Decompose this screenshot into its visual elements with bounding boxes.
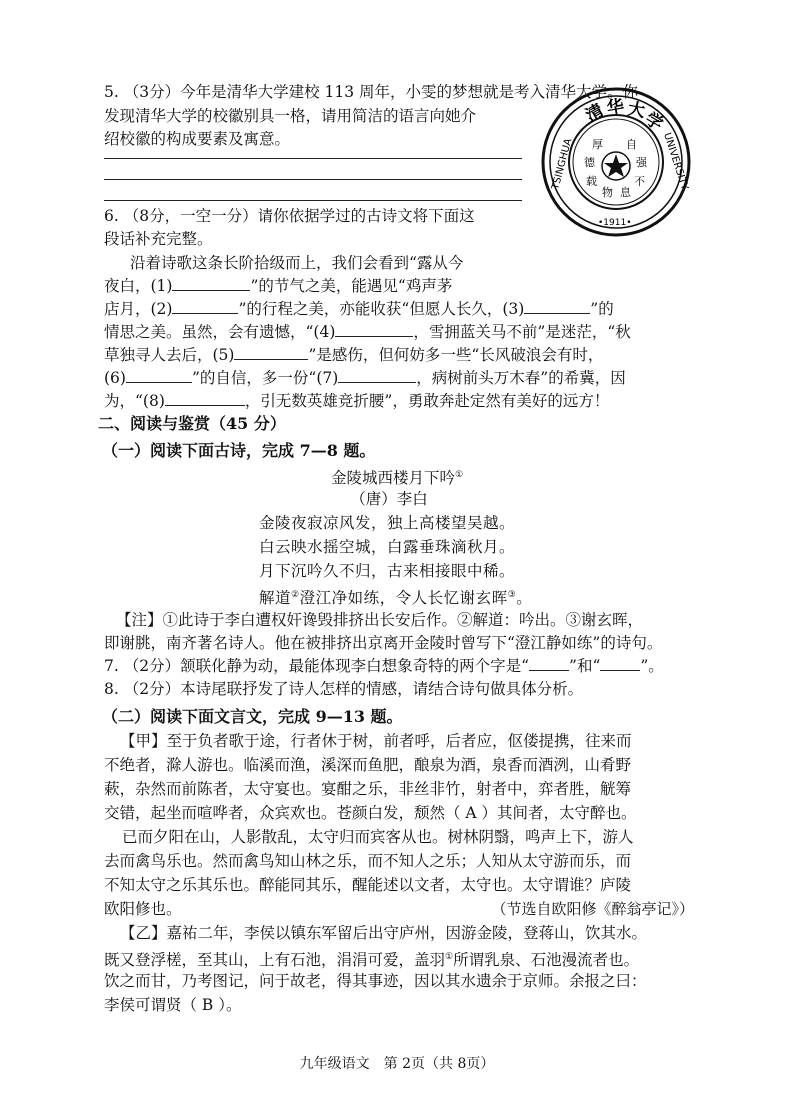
svg-text:自: 自	[626, 138, 637, 151]
fill-blank-6[interactable]	[126, 368, 192, 383]
yi-line-1: 【乙】嘉祐二年，李侯以镇东军留后出守庐州，因游金陵，登蒋山，饮其水。	[120, 924, 648, 942]
jia-line-4: 交错，起坐而喧哗者，众宾欢也。苍颜白发，颓然（ A ）其间者，太守醉也。	[104, 804, 637, 822]
q5-line-3: 绍校徽的构成要素及寓意。	[104, 130, 291, 148]
fill-blank-3[interactable]	[524, 299, 590, 314]
jia-line-2: 不绝者，滁人游也。临溪而渔，溪深而鱼肥，酿泉为酒，泉香而酒洌，山肴野	[104, 756, 632, 774]
svg-text:•1911•: •1911•	[598, 218, 632, 228]
poem-author: （唐）李白	[350, 490, 428, 508]
jia-line-7: 不知太守之乐其乐也。醉能同其乐，醒能述以文者，太守也。太守谓谁？庐陵	[104, 876, 632, 894]
jia-line-1: 【甲】至于负者歌于途，行者休于树，前者呼，后者应，伛偻提携，往来而	[120, 732, 632, 750]
fill-blank-1[interactable]	[172, 276, 250, 291]
poem-notes-line-1: 【注】①此诗于李白遭权奸谗毁排挤出长安后作。②解道：吟出。③谢玄晖，	[116, 611, 644, 629]
part-1-title: （一）阅读下面古诗，完成 7—8 题。	[102, 441, 376, 460]
q8: 8. （2分）本诗尾联抒发了诗人怎样的情感，请结合诗句做具体分析。	[104, 680, 584, 698]
poem-line-2: 白云映水摇空城，白露垂珠滴秋月。	[259, 538, 516, 556]
yi-line-4: 李侯可谓贤（ B ）。	[104, 996, 242, 1014]
answer-line-2	[104, 179, 522, 180]
tsinghua-seal-logo	[540, 86, 692, 238]
fill-blank-4[interactable]	[335, 322, 413, 337]
poem-title: 金陵城西楼月下吟①	[330, 469, 464, 488]
poem-line-4: 解道②澄江净如练，令人长忆谢玄晖③。	[259, 589, 533, 608]
q6-para-4: 情思之美。虽然，会有遗憾，“(4) ，雪拥蓝关马不前”是迷茫，“秋	[104, 323, 631, 341]
q5-line-1: 5. （3分）今年是清华大学建校 113 周年，小雯的梦想就是考入清华大学。你	[104, 83, 639, 101]
yi-line-2: 既又登浮槎，至其山，上有石池，涓涓可爱，盖羽①所谓乳泉、石池漫流者也。	[104, 951, 640, 970]
svg-text:强: 强	[636, 156, 647, 169]
svg-text:大: 大	[626, 99, 647, 122]
part-2-title: （二）阅读下面文言文，完成 9—13 题。	[102, 707, 403, 726]
poem-line-3: 月下沉吟久不归，古来相接眼中稀。	[259, 562, 516, 580]
q6-para-3: 店月，(2) ”的行程之美，亦能收获“但愿人长久，(3) ”的	[104, 300, 614, 318]
svg-text:UNIVERSITY: UNIVERSITY	[661, 131, 690, 192]
q5-line-2: 发现清华大学的校徽别具一格，请用简洁的语言向她介	[104, 107, 477, 125]
svg-text:德: 德	[584, 156, 595, 169]
fill-blank-q7-a[interactable]	[529, 656, 569, 671]
svg-text:清: 清	[582, 100, 608, 127]
fill-blank-8[interactable]	[165, 391, 245, 406]
q6-para-1: 沿着诗歌这条长阶拾级而上，我们会看到“露从今	[130, 254, 464, 272]
fill-blank-2[interactable]	[172, 299, 238, 314]
svg-text:物: 物	[602, 186, 613, 199]
q6-line-1: 6. （8分，一空一分）请你依据学过的古诗文将下面这	[104, 207, 475, 225]
poem-line-1: 金陵夜寂凉风发，独上高楼望吴越。	[259, 514, 516, 532]
poem-notes-line-2: 即谢朓，南齐著名诗人。他在被排挤出京离开金陵时曾写下“澄江静如练”的诗句。	[104, 634, 663, 652]
jia-line-8: 欧阳修也。	[104, 900, 182, 918]
yi-line-3: 饮之而甘，乃考图记，问于故老，得其事迹，因以其水遗余于京师。余报之曰：	[104, 972, 647, 990]
fill-blank-5[interactable]	[234, 345, 308, 360]
jia-line-3: 蔌，杂然而前陈者，太守宴也。宴酣之乐，非丝非竹，射者中，弈者胜，觥筹	[104, 780, 632, 798]
jia-line-5: 已而夕阳在山，人影散乱，太守归而宾客从也。树林阴翳，鸣声上下，游人	[122, 828, 634, 846]
jia-line-6: 去而禽鸟乐也。然而禽鸟知山林之乐，而不知人之乐；人知从太守游而乐，而	[104, 852, 632, 870]
svg-text:学: 学	[641, 109, 667, 135]
fill-blank-7[interactable]	[338, 368, 416, 383]
answer-line-3	[104, 200, 522, 201]
svg-text:不: 不	[634, 175, 645, 188]
q7: 7. （2分）颔联化静为动，最能体现李白想象奇特的两个字是“ ”和“ ”。	[104, 657, 664, 675]
q6-line-2: 段话补充完整。	[104, 230, 213, 248]
svg-text:TSINGHUA: TSINGHUA	[550, 137, 575, 191]
section-2-title: 二、阅读与鉴赏（45 分）	[98, 414, 286, 433]
q6-para-5: 草独寻人去后，(5) ”是感伤，但何妨多一些“长风破浪会有时，	[104, 346, 604, 364]
svg-text:厚: 厚	[592, 138, 603, 151]
page-footer: 九年级语文 第 2页（共 8页）	[299, 1056, 495, 1072]
jia-source: （节选自欧阳修《醉翁亭记》）	[491, 900, 694, 918]
svg-text:载: 载	[586, 175, 597, 188]
svg-text:华: 华	[605, 96, 626, 119]
svg-text:息: 息	[620, 186, 631, 199]
q6-para-6: (6) ”的自信，多一份“(7) ，病树前头万木春”的希冀，因	[104, 369, 626, 387]
answer-line-1	[104, 158, 522, 159]
q6-para-7: 为，“(8) ，引无数英雄竞折腰”，勇敢奔赴定然有美好的远方！	[104, 392, 610, 410]
q6-para-2: 夜白，(1) ”的节气之美，能遇见“鸡声茅	[104, 277, 453, 295]
fill-blank-q7-b[interactable]	[600, 656, 640, 671]
